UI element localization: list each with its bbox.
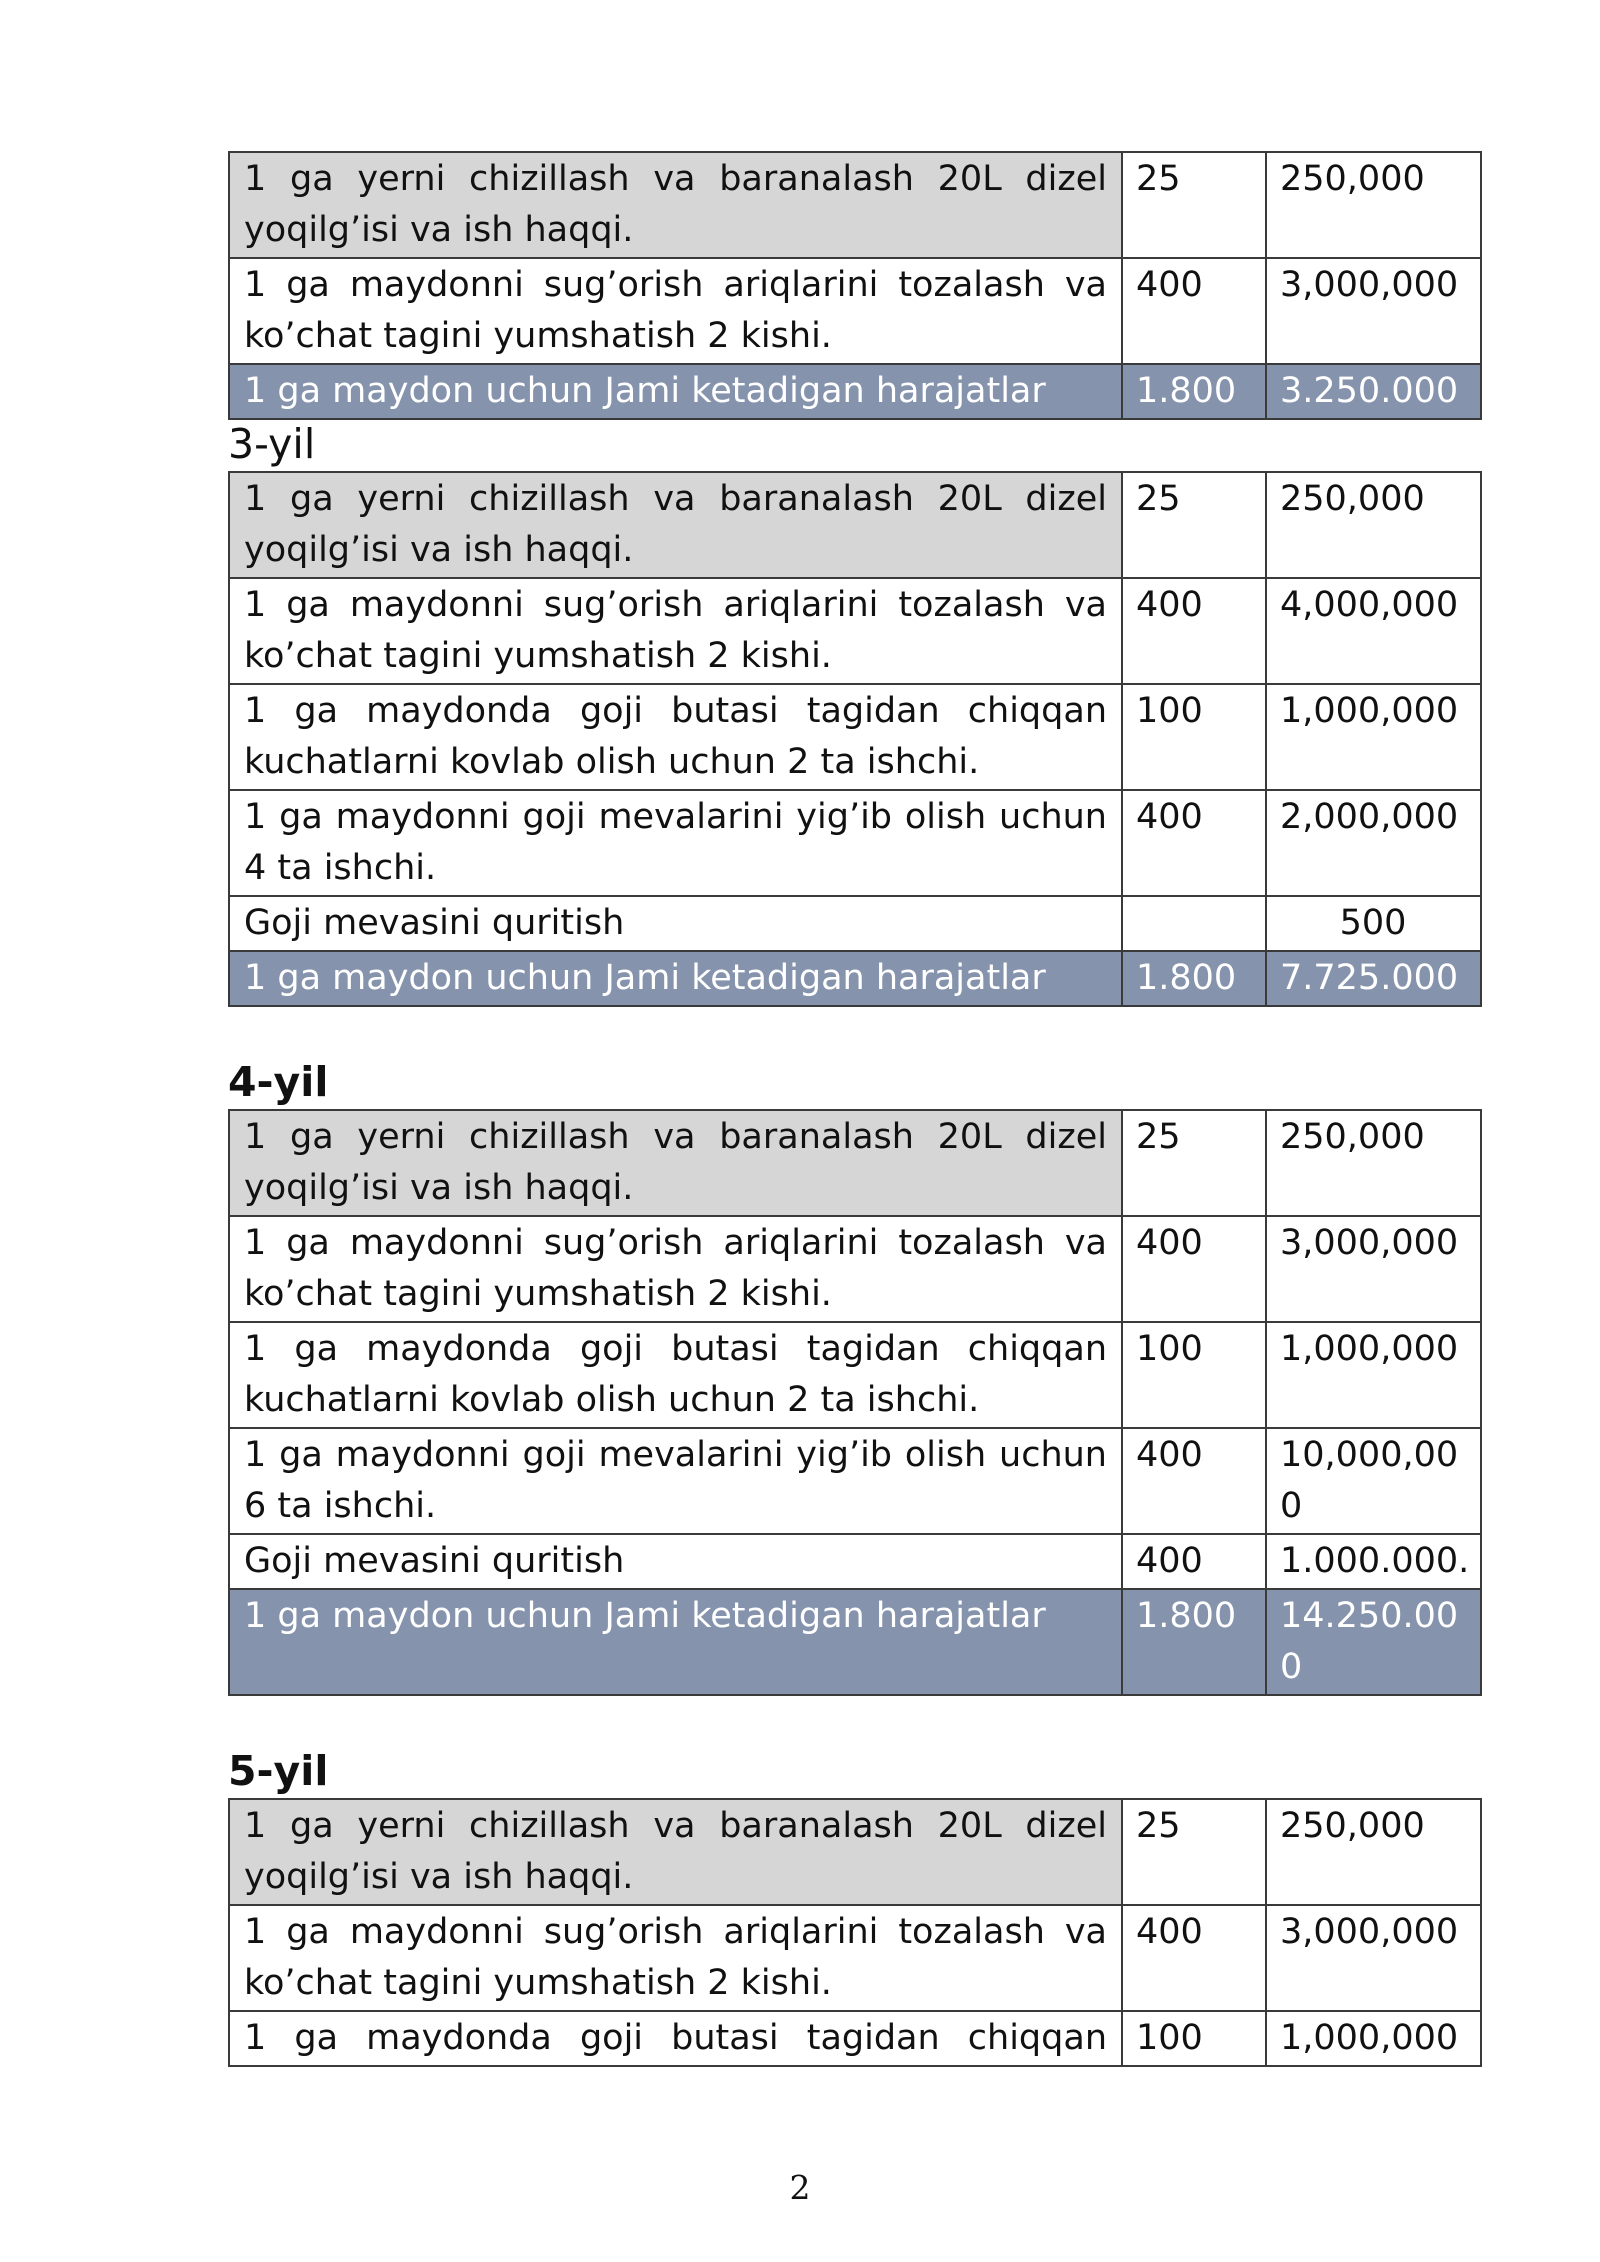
total-row — [229, 951, 1481, 1006]
row-description: 1 ga maydonda goji butasi tagidan chiqqan kuchatlarni kovlab olish uchun 2 ta ishchi. — [229, 1322, 1122, 1428]
total-cost: 7.725.000 — [1266, 951, 1481, 1006]
row-cost: 250,000 — [1266, 472, 1481, 578]
total-label: 1 ga maydon uchun Jami ketadigan harajatlar — [229, 951, 1122, 1006]
row-description: 1 ga maydonni sug’orish ariqlarini tozalash va ko’chat tagini yumshatish 2 kishi. — [229, 1905, 1122, 2011]
row-quantity: 25 — [1122, 152, 1266, 258]
row-description: 1 ga maydonni sug’orish ariqlarini tozalash va ko’chat tagini yumshatish 2 kishi. — [229, 578, 1122, 684]
table-row — [229, 1905, 1481, 2011]
table-row — [229, 1428, 1481, 1534]
row-cost: 10,000,000 — [1266, 1428, 1481, 1534]
row-cost: 500 — [1266, 896, 1481, 951]
row-quantity — [1122, 896, 1266, 951]
row-description: Goji mevasini quritish — [229, 1534, 1122, 1589]
row-quantity: 400 — [1122, 1428, 1266, 1534]
total-label: 1 ga maydon uchun Jami ketadigan harajatlar — [229, 364, 1122, 419]
table-row — [229, 578, 1481, 684]
table-row — [229, 1322, 1481, 1428]
row-quantity: 25 — [1122, 1799, 1266, 1905]
row-cost: 3,000,000 — [1266, 1216, 1481, 1322]
row-description: 1 ga yerni chizillash va baranalash 20L dizel yoqilg’isi va ish haqqi. — [229, 1799, 1122, 1905]
row-description: 1 ga maydonni goji mevalarini yig’ib olish uchun 6 ta ishchi. — [229, 1428, 1122, 1534]
row-quantity: 100 — [1122, 2011, 1266, 2066]
row-description: Goji mevasini quritish — [229, 896, 1122, 951]
document-body — [228, 151, 1480, 2067]
total-cost: 3.250.000 — [1266, 364, 1481, 419]
row-cost: 1,000,000 — [1266, 2011, 1481, 2066]
total-row — [229, 1589, 1481, 1695]
row-quantity: 400 — [1122, 1905, 1266, 2011]
row-cost: 250,000 — [1266, 1110, 1481, 1216]
row-quantity: 400 — [1122, 1534, 1266, 1589]
row-description: 1 ga maydonda goji butasi tagidan chiqqan kuchatlarni kovlab olish uchun 2 ta ishchi. — [229, 684, 1122, 790]
table-row — [229, 152, 1481, 258]
row-cost: 1,000,000 — [1266, 1322, 1481, 1428]
table-row — [229, 258, 1481, 364]
row-cost: 2,000,000 — [1266, 790, 1481, 896]
table-row — [229, 896, 1481, 951]
cost-table-continued — [228, 151, 1482, 420]
row-description: 1 ga yerni chizillash va baranalash 20L dizel yoqilg’isi va ish haqqi. — [229, 152, 1122, 258]
row-quantity: 100 — [1122, 684, 1266, 790]
row-description: 1 ga maydonni sug’orish ariqlarini tozalash va ko’chat tagini yumshatish 2 kishi. — [229, 1216, 1122, 1322]
row-quantity: 25 — [1122, 472, 1266, 578]
table-row — [229, 2011, 1481, 2066]
row-quantity: 400 — [1122, 578, 1266, 684]
total-label: 1 ga maydon uchun Jami ketadigan harajatlar — [229, 1589, 1122, 1695]
cost-table-year-4 — [228, 1109, 1482, 1696]
cost-table-year-5 — [228, 1798, 1482, 2067]
row-description: 1 ga maydonda goji butasi tagidan chiqqan — [229, 2011, 1122, 2066]
row-cost: 1,000,000 — [1266, 684, 1481, 790]
table-row — [229, 1216, 1481, 1322]
total-quantity: 1.800 — [1122, 1589, 1266, 1695]
row-cost: 3,000,000 — [1266, 258, 1481, 364]
row-cost: 1.000.000. — [1266, 1534, 1481, 1589]
row-description: 1 ga yerni chizillash va baranalash 20L dizel yoqilg’isi va ish haqqi. — [229, 1110, 1122, 1216]
table-row — [229, 1110, 1481, 1216]
row-quantity: 100 — [1122, 1322, 1266, 1428]
row-cost: 3,000,000 — [1266, 1905, 1481, 2011]
row-description: 1 ga maydonni sug’orish ariqlarini tozalash va ko’chat tagini yumshatish 2 kishi. — [229, 258, 1122, 364]
section-heading-year-5: 5-yil — [228, 1747, 329, 1795]
spacer — [228, 1007, 1480, 1058]
table-row — [229, 790, 1481, 896]
section-heading-year-3: 3-yil — [228, 420, 316, 468]
table-row — [229, 1799, 1481, 1905]
row-quantity: 400 — [1122, 1216, 1266, 1322]
table-row — [229, 472, 1481, 578]
page-number: 2 — [789, 2168, 811, 2207]
row-description: 1 ga maydonni goji mevalarini yig’ib olish uchun 4 ta ishchi. — [229, 790, 1122, 896]
row-quantity: 400 — [1122, 790, 1266, 896]
total-cost: 14.250.000 — [1266, 1589, 1481, 1695]
row-quantity: 400 — [1122, 258, 1266, 364]
table-row — [229, 1534, 1481, 1589]
total-row — [229, 364, 1481, 419]
row-quantity: 25 — [1122, 1110, 1266, 1216]
table-row — [229, 684, 1481, 790]
row-description: 1 ga yerni chizillash va baranalash 20L dizel yoqilg’isi va ish haqqi. — [229, 472, 1122, 578]
row-cost: 250,000 — [1266, 152, 1481, 258]
spacer — [228, 1696, 1480, 1747]
section-heading-year-4: 4-yil — [228, 1058, 329, 1106]
cost-table-year-3 — [228, 471, 1482, 1007]
total-quantity: 1.800 — [1122, 951, 1266, 1006]
total-quantity: 1.800 — [1122, 364, 1266, 419]
row-cost: 250,000 — [1266, 1799, 1481, 1905]
row-cost: 4,000,000 — [1266, 578, 1481, 684]
